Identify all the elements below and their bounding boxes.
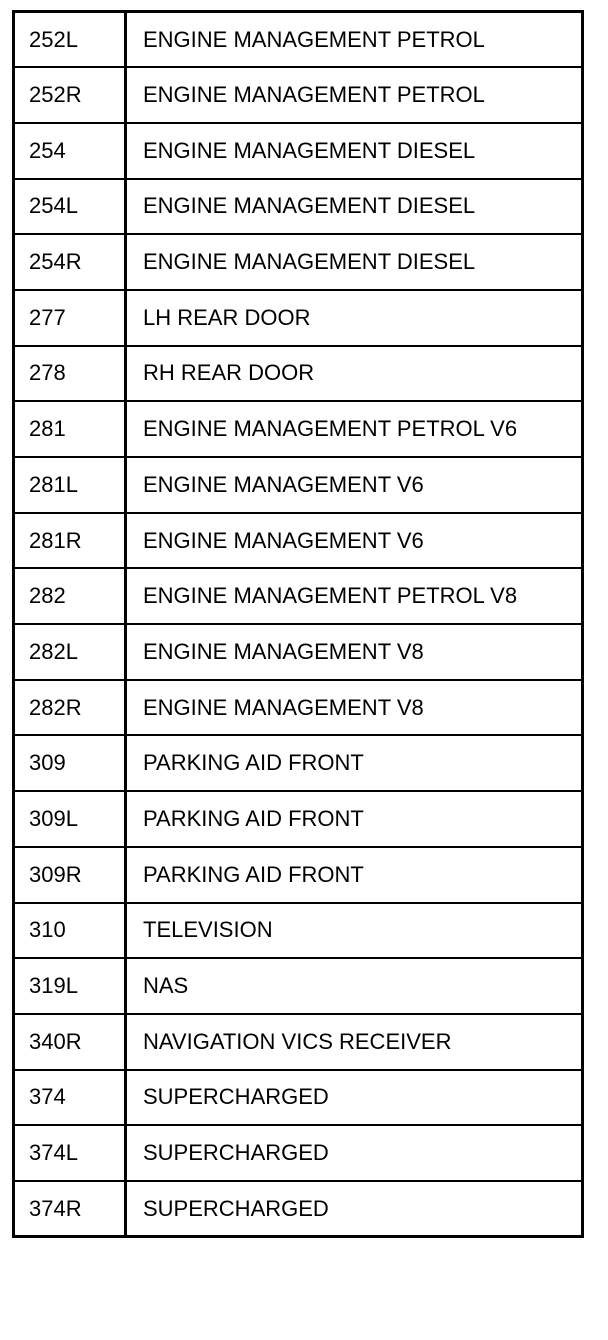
row-code: 252L [14, 12, 126, 68]
table-row [14, 624, 583, 680]
table-row [14, 12, 583, 68]
row-code: 281L [14, 457, 126, 513]
table-row [14, 1070, 583, 1126]
row-code: 282L [14, 624, 126, 680]
row-code: 281R [14, 513, 126, 569]
row-description: RH REAR DOOR [126, 346, 583, 402]
row-description: PARKING AID FRONT [126, 735, 583, 791]
row-description: ENGINE MANAGEMENT V6 [126, 457, 583, 513]
row-description: PARKING AID FRONT [126, 847, 583, 903]
row-description: ENGINE MANAGEMENT V8 [126, 624, 583, 680]
row-code: 278 [14, 346, 126, 402]
table-row [14, 791, 583, 847]
table-row [14, 1125, 583, 1181]
table-row [14, 903, 583, 959]
row-description: ENGINE MANAGEMENT V8 [126, 680, 583, 736]
row-description: ENGINE MANAGEMENT DIESEL [126, 123, 583, 179]
table-row [14, 680, 583, 736]
table-row [14, 123, 583, 179]
table-row [14, 290, 583, 346]
table-row [14, 401, 583, 457]
row-description: ENGINE MANAGEMENT V6 [126, 513, 583, 569]
row-code: 310 [14, 903, 126, 959]
table-row [14, 1014, 583, 1070]
row-code: 277 [14, 290, 126, 346]
table-row [14, 179, 583, 235]
row-description: SUPERCHARGED [126, 1181, 583, 1237]
row-code: 282R [14, 680, 126, 736]
row-code: 281 [14, 401, 126, 457]
table-row [14, 847, 583, 903]
row-description: TELEVISION [126, 903, 583, 959]
row-code: 309L [14, 791, 126, 847]
row-description: ENGINE MANAGEMENT PETROL [126, 67, 583, 123]
table-row [14, 457, 583, 513]
row-code: 374L [14, 1125, 126, 1181]
table-row [14, 1181, 583, 1237]
row-code: 282 [14, 568, 126, 624]
row-code: 374R [14, 1181, 126, 1237]
row-code: 254R [14, 234, 126, 290]
table-row [14, 568, 583, 624]
row-description: PARKING AID FRONT [126, 791, 583, 847]
row-code: 309R [14, 847, 126, 903]
row-description: NAS [126, 958, 583, 1014]
table-body [14, 12, 583, 1237]
table-row [14, 958, 583, 1014]
row-description: NAVIGATION VICS RECEIVER [126, 1014, 583, 1070]
table-row [14, 234, 583, 290]
row-description: SUPERCHARGED [126, 1125, 583, 1181]
row-description: SUPERCHARGED [126, 1070, 583, 1126]
table-row [14, 346, 583, 402]
table-row [14, 513, 583, 569]
code-table [12, 10, 584, 1238]
table-row [14, 67, 583, 123]
row-code: 254 [14, 123, 126, 179]
row-description: LH REAR DOOR [126, 290, 583, 346]
row-code: 309 [14, 735, 126, 791]
row-description: ENGINE MANAGEMENT PETROL V6 [126, 401, 583, 457]
row-description: ENGINE MANAGEMENT DIESEL [126, 234, 583, 290]
row-description: ENGINE MANAGEMENT DIESEL [126, 179, 583, 235]
row-code: 252R [14, 67, 126, 123]
row-description: ENGINE MANAGEMENT PETROL V8 [126, 568, 583, 624]
row-code: 340R [14, 1014, 126, 1070]
row-code: 319L [14, 958, 126, 1014]
table-row [14, 735, 583, 791]
row-description: ENGINE MANAGEMENT PETROL [126, 12, 583, 68]
row-code: 254L [14, 179, 126, 235]
row-code: 374 [14, 1070, 126, 1126]
